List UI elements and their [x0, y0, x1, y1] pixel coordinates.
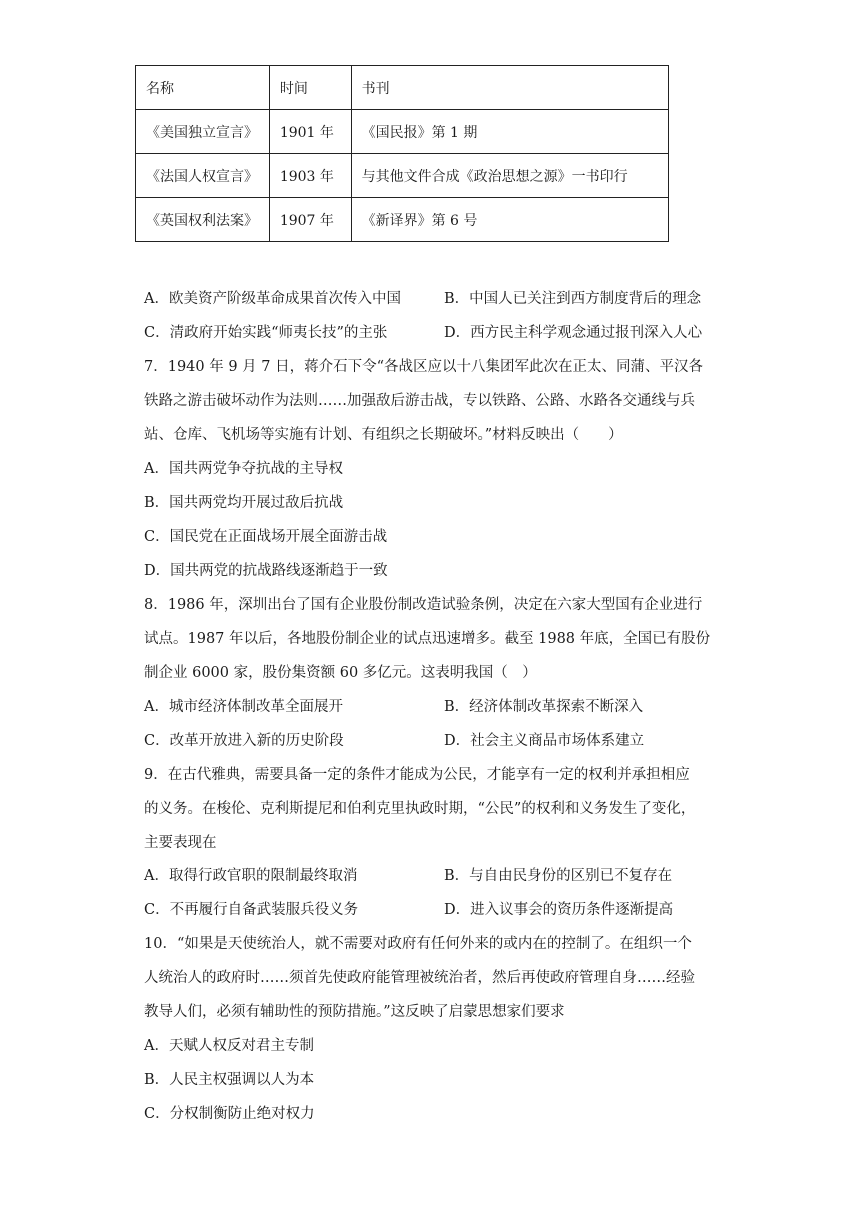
q10-stem-line: 10．“如果是天使统治人，就不需要对政府有任何外来的或内在的控制了。在组织一个	[144, 936, 692, 952]
q7-option-d[interactable]: D．国共两党的抗战路线逐渐趋于一致	[144, 563, 388, 579]
q9-option-c[interactable]: C．不再履行自备武装服兵役义务	[144, 902, 359, 918]
q9-option-b[interactable]: B．与自由民身份的区别已不复存在	[444, 868, 673, 884]
q8-option-d[interactable]: D．社会主义商品市场体系建立	[444, 733, 645, 749]
q9-option-d[interactable]: D．进入议事会的资历条件逐渐提高	[444, 902, 674, 918]
q8-stem-line: 制企业 6000 家，股份集资额 60 多亿元。这表明我国（ ）	[144, 665, 537, 681]
q6-option-d[interactable]: D．西方民主科学观念通过报刊深入人心	[444, 325, 703, 341]
q8-option-a[interactable]: A．城市经济体制改革全面展开	[144, 699, 343, 715]
table-row	[136, 110, 669, 154]
q10-option-b[interactable]: B．人民主权强调以人为本	[144, 1072, 315, 1088]
q10-option-a[interactable]: A．天赋人权反对君主专制	[144, 1038, 314, 1054]
q8-stem-line: 8．1986 年，深圳出台了国有企业股份制改造试验条例，决定在六家大型国有企业进行	[144, 597, 703, 613]
q9-option-a[interactable]: A．取得行政官职的限制最终取消	[144, 868, 358, 884]
history-documents-table	[135, 65, 669, 242]
table-header-cell: 书刊	[351, 66, 668, 110]
table-cell: 与其他文件合成《政治思想之源》一书印行	[351, 154, 668, 198]
q10-option-c[interactable]: C．分权制衡防止绝对权力	[144, 1106, 315, 1122]
table-cell: 《国民报》第 1 期	[351, 110, 668, 154]
q8-option-c[interactable]: C．改革开放进入新的历史阶段	[144, 733, 344, 749]
q8-option-b[interactable]: B．经济体制改革探索不断深入	[444, 699, 644, 715]
q7-option-a[interactable]: A．国共两党争夺抗战的主导权	[144, 461, 343, 477]
table-cell: 1903 年	[269, 154, 351, 198]
q7-stem-line: 站、仓库、飞机场等实施有计划、有组织之长期破坏。”材料反映出（ ）	[144, 427, 623, 443]
table-cell: 《美国独立宣言》	[136, 110, 270, 154]
table-cell: 《英国权利法案》	[136, 198, 270, 242]
q9-stem-line: 的义务。在梭伦、克利斯提尼和伯利克里执政时期，“公民”的权利和义务发生了变化，	[144, 801, 696, 817]
table-cell: 《法国人权宣言》	[136, 154, 270, 198]
table-row	[136, 154, 669, 198]
table-cell: 1907 年	[269, 198, 351, 242]
q6-option-b[interactable]: B．中国人已关注到西方制度背后的理念	[444, 291, 702, 307]
table-header-row	[136, 66, 669, 110]
table-cell: 《新译界》第 6 号	[351, 198, 668, 242]
q9-stem-line: 主要表现在	[144, 835, 217, 851]
q9-stem-line: 9．在古代雅典，需要具备一定的条件才能成为公民，才能享有一定的权利并承担相应	[144, 767, 690, 783]
q7-option-c[interactable]: C．国民党在正面战场开展全面游击战	[144, 529, 388, 545]
q6-option-a[interactable]: A．欧美资产阶级革命成果首次传入中国	[144, 291, 401, 307]
table-row	[136, 198, 669, 242]
q7-option-b[interactable]: B．国共两党均开展过敌后抗战	[144, 495, 344, 511]
q8-stem-line: 试点。1987 年以后，各地股份制企业的试点迅速增多。截至 1988 年底，全国已有股份	[144, 631, 711, 647]
q7-stem-line: 7．1940 年 9 月 7 日，蒋介石下令“各战区应以十八集团军此次在正太、同蒲、平汉各	[144, 359, 704, 375]
q7-stem-line: 铁路之游击破坏动作为法则……加强敌后游击战，专以铁路、公路、水路各交通线与兵	[144, 393, 695, 409]
table-header-cell: 名称	[136, 66, 270, 110]
table-cell: 1901 年	[269, 110, 351, 154]
q6-option-c[interactable]: C．清政府开始实践“师夷长技”的主张	[144, 325, 388, 341]
table-header-cell: 时间	[269, 66, 351, 110]
q10-stem-line: 人统治人的政府时……须首先使政府能管理被统治者，然后再使政府管理自身……经验	[144, 970, 695, 986]
q10-stem-line: 教导人们，必须有辅助性的预防措施。”这反映了启蒙思想家们要求	[144, 1004, 565, 1020]
